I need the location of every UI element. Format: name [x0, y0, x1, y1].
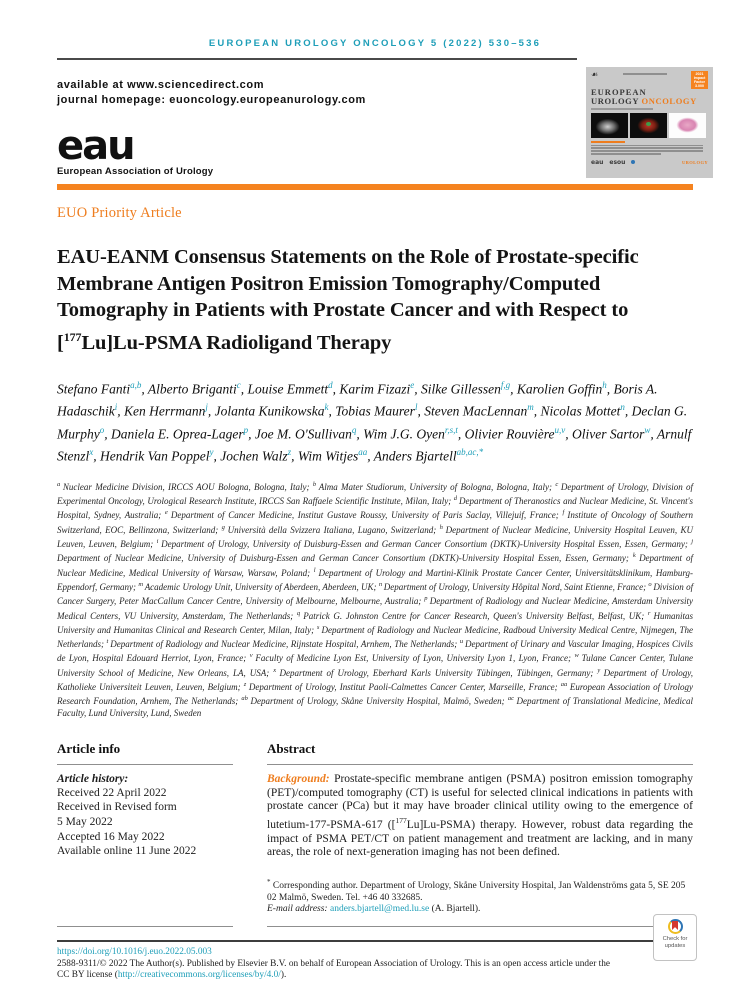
abstract-background-paragraph: Background: Prostate-specific membrane antigen (PSMA) positron emission tomography (PET)/computed tomography (CT) is useful for selected clinical indications in patients with prostate cancer (PCa) but it may have broader clinical utility owing to the emergence of lutetium-177-PSMA-617 ([$^{177}$Lu]Lu-PSMA) therapy. However, robust data regarding the impact of PSMA PET/CT on patient management and treatment are lacking, and in many areas, the role of next-generation imaging has not been defined. [267, 772, 693, 859]
corresponding-author-footnote [267, 877, 693, 916]
cc-license-link[interactable]: http://creativecommons.org/licenses/by/4.0/ [117, 970, 281, 981]
footer-rule [57, 940, 693, 942]
eau-mini-logo: eau [591, 158, 604, 166]
doi-link[interactable]: https://doi.org/10.1016/j.euo.2022.05.003 [57, 946, 212, 957]
orange-divider-bar [57, 184, 693, 190]
abstract-column [267, 741, 693, 927]
journal-citation-line: EUROPEAN UROLOGY ONCOLOGY 5 (2022) 530–536 [208, 38, 542, 49]
cover-top-text-bar [623, 73, 667, 75]
cover-title-line1: EUROPEAN [591, 87, 647, 97]
esou-mini-logo: esou [609, 158, 626, 166]
abstract-rule [267, 764, 693, 765]
crossmark-icon [668, 919, 683, 934]
footer-block [57, 947, 693, 982]
cover-orange-heading-bar [591, 141, 625, 143]
elsevier-tree-icon: ☙ [591, 70, 599, 79]
cover-tagline-bar [591, 108, 653, 110]
cover-title-oncology: ONCOLOGY [641, 96, 697, 106]
info-abstract-section [57, 741, 693, 927]
header-rule [57, 58, 577, 60]
affiliations-block: $^a$ Nuclear Medicine Division, IRCCS AOU Bologna, Bologna, Italy; $^b$ Alma Mater Studiorum, University of Bologna, Bologna, Italy; $^c$ Department of Urology, Division of Experimental Oncology, Urological Research Institute, IRCCS San Raffaele Scientific Institute, Milan, Italy; $^d$ Department of Theranostics and Nuclear Medicine, St. Vincent's Hospital, Sydney, Australia; $^e$ Department of Cancer Medicine, Institut Gustave Roussy, University of Paris Saclay, Villejuif, France; $^f$ Institute of Oncology of Southern Switzerland, EOC, Bellinzona, Switzerland; $^g$ Università della Svizzera Italiana, Lugano, Switzerland; $^h$ Department of Nuclear Medicine, University Hospital Leuven, KU Leuven, Leuven, Belgium; $^i$ Department of Urology, University of Duisburg-Essen and German Cancer Consortium (DKTK)-University Hospital Essen, Essen, Germany; $^j$ Department of Nuclear Medicine, University of Duisburg-Essen and German Cancer Consortium (DKTK)-University Hospital Essen, Essen, Germany; $^k$ Department of Nuclear Medicine, Medical University of Warsaw, Warsaw, Poland; $^l$ Department of Urology and Martini-Klinik Prostate Cancer Center, Universitätsklinikum, Hamburg-Eppendorf, Germany; $^m$ Academic Urology Unit, University of Aberdeen, Aberdeen, UK; $^n$ Department of Urology, University Hôpital Nord, Saint Etienne, France; $^o$ Division of Cancer Surgery, Peter MacCallum Cancer Centre, University of Melbourne, Melbourne, Australia; $^p$ Department of Radiology and Nuclear Medicine, Amsterdam University Medical Centers, VU University, Amsterdam, The Netherlands; $^q$ Patrick G. Johnston Centre for Cancer Research, Queen's University Belfast, Belfast, UK; $^r$ Humanitas University and Humanitas Clinical and Research Center, Milan, Italy; $^s$ Department of Radiology and Nuclear Medicine, Radboud University Medical Centre, Nijmegen, The Netherlands; $^t$ Department of Radiology and Nuclear Medicine, Rijnstate Hospital, Arnhem, The Netherlands; $^u$ Department of Urinary and Vascular Imaging, Hospices Civils de Lyon, Hospital Edouard Herriot, Lyon, France; $^v$ Faculty of Medicine Lyon Est, University of Lyon, University Lyon 1, Lyon, France; $^w$ Tulane Cancer Center, Tulane University School of Medicine, New Orleans, LA, USA; $^x$ Department of Urology, Eberhard Karls University Tübingen, Tübingen, Germany; $^y$ Department of Urology, Katholieke Universiteit Leuven, Leuven, Belgium; $^z$ Department of Urology, Institut Paoli-Calmettes Cancer Center, Marseille, France; $^{aa}$ European Association of Urology Research Foundation, Arnhem, The Netherlands; $^{ab}$ Department of Urology, Skåne University Hospital, Malmö, Sweden; $^{ac}$ Department of Translational Medicine, Medical Faculty, Lund University, Lund, Sweden [57, 480, 694, 718]
corresponding-author-email-link[interactable]: anders.bjartell@med.lu.se [329, 904, 430, 915]
eau-logo-word: eau [57, 123, 134, 169]
article-type-label: EUO Priority Article [57, 205, 182, 221]
cover-footer-brand: UROLOGY [681, 159, 708, 165]
cover-article-list [591, 141, 708, 155]
background-label: Background: [267, 772, 330, 785]
journal-cover-thumbnail [586, 67, 713, 178]
article-history-items: Received 22 April 2022 Received in Revised form 5 May 2022 Accepted 16 May 2022 Available online 11 June 2022 [57, 786, 197, 858]
eau-logo-subtitle: European Association of Urology [57, 166, 214, 177]
isotope-superscript: 177 [63, 329, 82, 344]
article-info-column [57, 741, 233, 927]
society-dot-icon [631, 160, 635, 164]
check-for-updates-badge[interactable] [653, 914, 697, 961]
cover-fusion-image [630, 113, 667, 138]
cover-histology-image [669, 113, 706, 138]
available-at-line: available at www.sciencedirect.com [57, 79, 265, 91]
journal-homepage-line: journal homepage: euoncology.europeanurology.com [57, 94, 366, 106]
paper-title: EAU-EANM Consensus Statements on the Role of Prostate-specific Membrane Antigen Positron Emission Tomography/Computed Tomography in Patients with Prostate Cancer and with Respect to [$^{177}$Lu]Lu-PSMA Radioligand Therapy [57, 246, 639, 354]
isotope-superscript: 177 [395, 815, 407, 825]
cover-pet-scan-image [591, 113, 628, 138]
corresponding-author-line: * Corresponding author. Department of Urology, Skåne University Hospital, Jan Waldenströms gata 5, SE 205 02 Malmö, Sweden. Tel. +46 40 332685. [267, 877, 686, 903]
impact-factor-badge: 2021 Impact Factor 3.000 [691, 71, 708, 89]
cover-title-line2: UROLOGY ONCOLOGY [591, 96, 697, 106]
abstract-heading: Abstract [267, 740, 316, 756]
article-history-label: Article history: [57, 772, 129, 785]
author-list: Stefano Fanti$^{a,b}$, Alberto Briganti$^c$, Louise Emmett$^d$, Karim Fizazi$^e$, Silke Gillessen$^{f,g}$, Karolien Goffin$^h$, Boris A. Hadaschik$^i$, Ken Herrmann$^j$, Jolanta Kunikowska$^k$, Tobias Maurer$^l$, Steven MacLennan$^m$, Nicolas Mottet$^n$, Declan G. Murphy$^o$, Daniela E. Oprea-Lager$^p$, Joe M. O'Sullivan$^q$, Wim J.G. Oyen$^{r,s,t}$, Olivier Rouvière$^{u,v}$, Oliver Sartor$^w$, Arnulf Stenzl$^x$, Hendrik Van Poppel$^y$, Jochen Walz$^z$, Wim Witjes$^{aa}$, Anders Bjartell$^{ab,ac,*}$ [57, 379, 692, 464]
email-line: E-mail address: anders.bjartell@med.lu.se (A. Bjartell). [267, 904, 481, 915]
article-info-heading: Article info [57, 740, 121, 756]
copyright-line: 2588-9311/© 2022 The Author(s). Published by Elsevier B.V. on behalf of European Association of Urology. This is an open access article under the CC BY license (http://creativecommons.org/licenses/by/4.0/). [57, 958, 610, 981]
article-info-rule [57, 764, 233, 765]
check-badge-label: Check for updates [662, 936, 688, 949]
